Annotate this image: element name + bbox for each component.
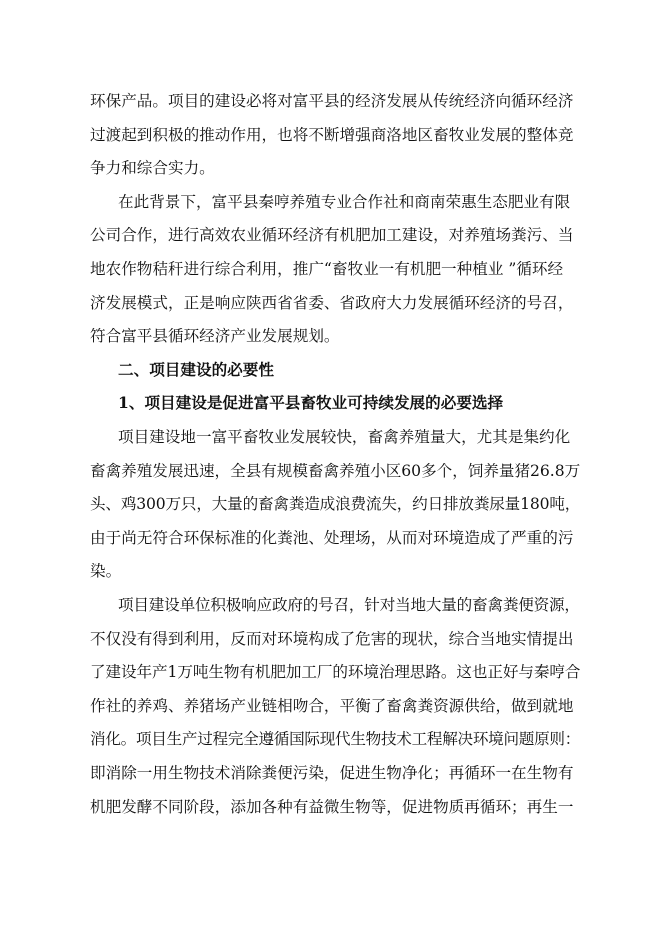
body-text-line: 畜禽养殖发展迅速，全县有规模畜禽养殖小区60多个，饲养量猪26.8万 bbox=[90, 462, 580, 480]
body-text-line: 作社的养鸡、养猪场产业链相吻合，平衡了畜禽粪资源供给，做到就地 bbox=[90, 697, 574, 715]
body-text-line: 机肥发酵不同阶段，添加各种有益微生物等，促进物质再循环；再生一 bbox=[90, 798, 574, 816]
body-text-line: 公司合作，进行高效农业循环经济有机肥加工建设，对养殖场粪污、当 bbox=[90, 226, 574, 244]
body-text-line: 由于尚无符合环保标准的化粪池、处理场，从而对环境造成了严重的污 bbox=[90, 529, 574, 547]
body-text-line: 地农作物秸秆进行综合利用，推广“畜牧业一有机肥一种植业 ”循环经 bbox=[90, 260, 564, 278]
body-text-line: 了建设年产1万吨生物有机肥加工厂的环境治理思路。这也正好与秦哼合 bbox=[90, 663, 580, 681]
body-text-line: 过渡起到积极的推动作用，也将不断增强商洛地区畜牧业发展的整体竞 bbox=[90, 126, 574, 144]
body-text-line: 消化。项目生产过程完全遵循国际现代生物技术工程解决环境问题原则： bbox=[90, 730, 580, 748]
body-text-line: 项目建设单位积极响应政府的号召，针对当地大量的畜禽粪便资源， bbox=[118, 596, 580, 614]
body-text-line: 争力和综合实力。 bbox=[90, 159, 215, 177]
section-heading: 1、项目建设是促进富平县畜牧业可持续发展的必要选择 bbox=[118, 393, 504, 412]
body-text-line: 符合富平县循环经济产业发展规划。 bbox=[90, 327, 340, 345]
body-text-line: 即消除一用生物技术消除粪便污染，促进生物净化；再循环一在生物有 bbox=[90, 764, 574, 782]
body-text-line: 染。 bbox=[90, 562, 122, 580]
body-text-line: 环保产品。项目的建设必将对富平县的经济发展从传统经济向循环经济 bbox=[90, 92, 574, 110]
body-text-line: 济发展模式，正是响应陕西省省委、省政府大力发展循环经济的号召， bbox=[90, 294, 574, 312]
body-text-line: 不仅没有得到利用，反而对环境构成了危害的现状，综合当地实情提出 bbox=[90, 630, 574, 648]
section-heading: 二、项目建设的必要性 bbox=[118, 360, 274, 379]
body-text-line: 项目建设地一富平畜牧业发展较快，畜禽养殖量大，尤其是集约化 bbox=[118, 428, 571, 446]
body-text-line: 在此背景下，富平县秦哼养殖专业合作社和商南荣惠生态肥业有限 bbox=[118, 193, 571, 211]
body-text-line: 头、鸡300万只，大量的畜禽粪造成浪费流失，约日排放粪尿量180吨， bbox=[90, 495, 580, 513]
